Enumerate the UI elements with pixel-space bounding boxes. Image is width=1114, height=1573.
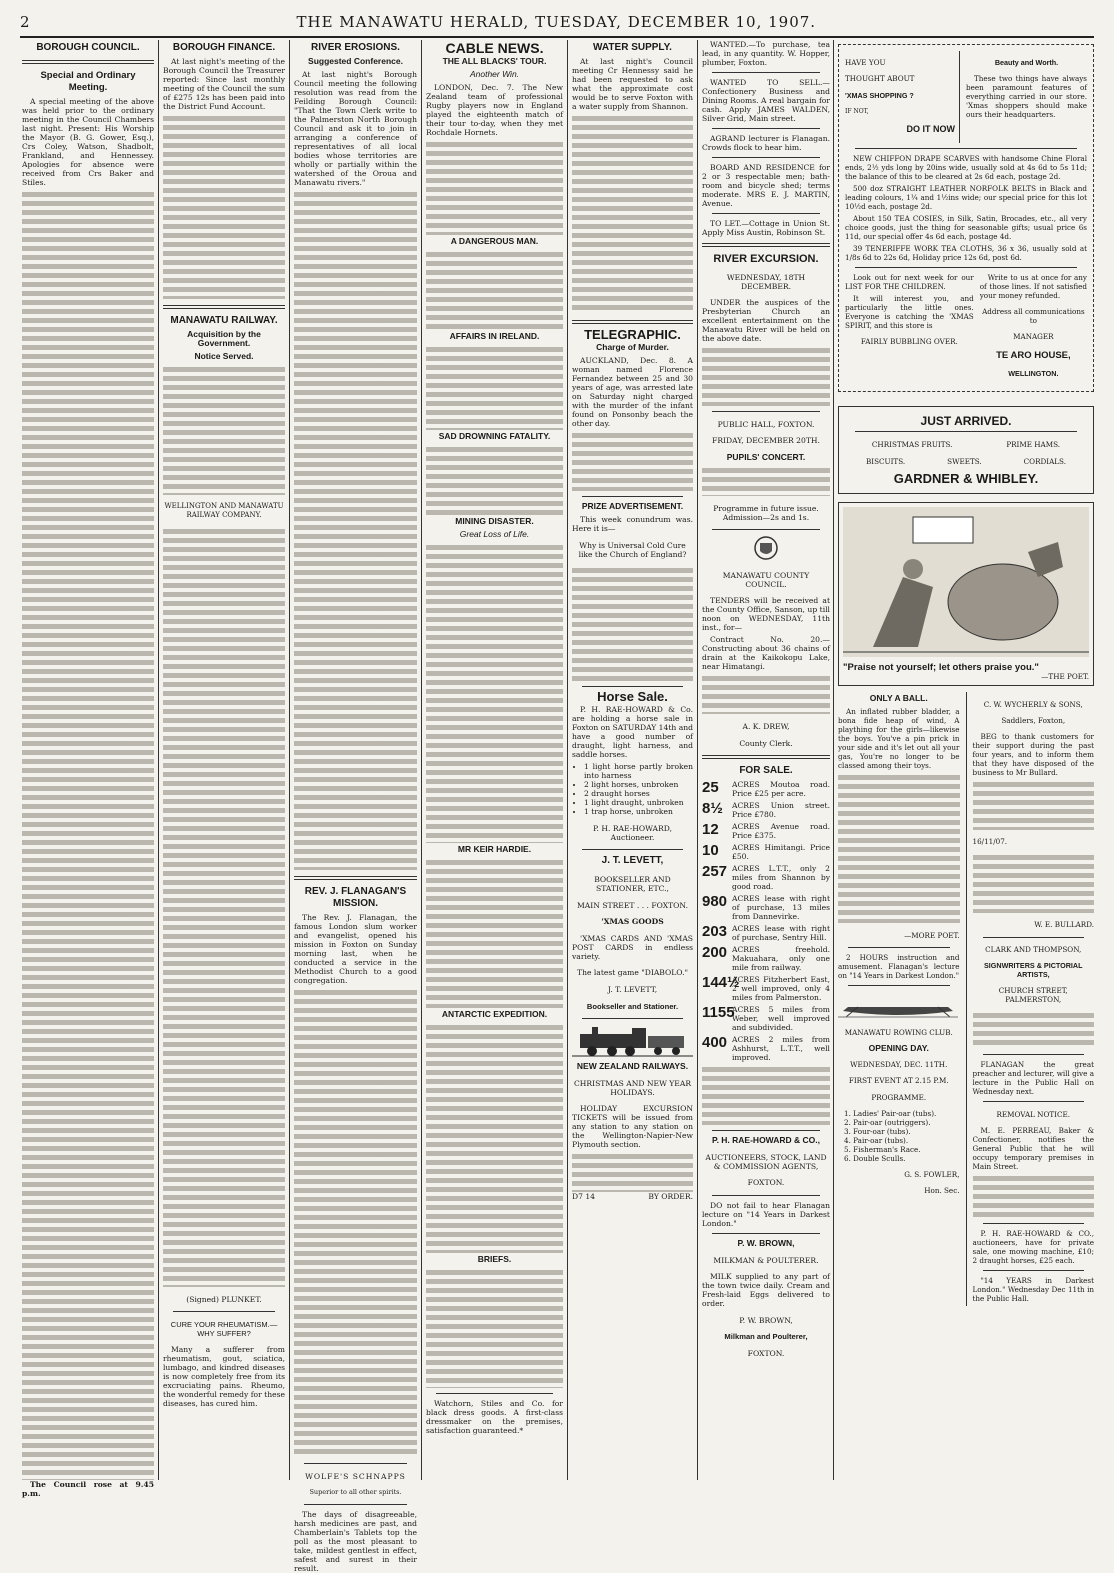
article-body-text bbox=[294, 988, 417, 1458]
column-rule bbox=[567, 40, 568, 1480]
advert-text: This week conundrum was. Here it is— bbox=[572, 515, 693, 533]
divider bbox=[855, 431, 1077, 432]
article-body-text bbox=[163, 365, 285, 495]
column-rule bbox=[158, 40, 159, 1480]
for-sale-item bbox=[702, 924, 830, 942]
divider bbox=[173, 1311, 275, 1312]
article-intro: The Rev. J. Flanagan, the famous London slum worker and evangelist, opened his mission in Foxton on Sunday morning last, when he conducted a service in the Methodist Church to a good congregation. bbox=[294, 913, 417, 985]
lower-right-grid bbox=[838, 692, 1094, 1305]
column-advertisements bbox=[702, 40, 830, 1485]
article-body-text bbox=[163, 114, 285, 299]
signature: A. K. DREW, bbox=[742, 721, 790, 731]
article-title: THE ALL BLACKS' TOUR. bbox=[442, 56, 547, 66]
advert-heading: Beauty and Worth. bbox=[994, 58, 1059, 68]
article-body-text bbox=[22, 190, 154, 1480]
page-number: 2 bbox=[20, 13, 31, 31]
article-subtitle: Acquisition by the Government. bbox=[187, 329, 261, 348]
article-body-text bbox=[572, 431, 693, 491]
column-right-advertisements bbox=[838, 40, 1094, 1485]
acreage: 1155 bbox=[702, 1004, 735, 1022]
divider bbox=[712, 1130, 820, 1131]
advert-text: It will interest you, and particularly the little ones. Everyone is catching the 'XMAS SPIRIT, and this store is bbox=[845, 293, 974, 330]
advert-text: MILK supplied to any part of the town twice daily. Cream and Fresh-laid Eggs delivered to order. bbox=[702, 1272, 830, 1309]
divider bbox=[712, 1233, 820, 1234]
article-subtitle: Suggested Conference. bbox=[308, 56, 403, 66]
signature-title: County Clerk. bbox=[739, 738, 793, 748]
product: BISCUITS. bbox=[865, 457, 906, 467]
acreage: 980 bbox=[702, 893, 728, 911]
article-title: BOROUGH COUNCIL. bbox=[36, 42, 140, 53]
advert-date: WEDNESDAY, 18TH DECEMBER. bbox=[726, 272, 806, 291]
divider bbox=[855, 148, 1077, 149]
listing-text: ACRES freehold. Makuahara, only one mile from railway. bbox=[732, 945, 830, 973]
list-item: • 2 draught horses bbox=[584, 789, 693, 798]
advert-body-text bbox=[702, 346, 830, 406]
advert-subtitle: OPENING DAY. bbox=[868, 1043, 929, 1054]
advert-line: DO IT NOW bbox=[906, 123, 955, 134]
advert-title: CLARK AND THOMPSON, bbox=[985, 944, 1082, 954]
article-title: AFFAIRS IN IRELAND. bbox=[449, 331, 540, 341]
advert-address: CHURCH STREET, PALMERSTON, bbox=[998, 986, 1068, 1005]
advert-title: P. H. RAE-HOWARD & CO., bbox=[712, 1135, 820, 1146]
signature: W. E. BULLARD. bbox=[1034, 920, 1094, 930]
divider bbox=[294, 876, 417, 880]
for-sale-item bbox=[702, 1035, 830, 1062]
list-item: 6. Double Sculls. bbox=[844, 1153, 906, 1163]
store-city: WELLINGTON. bbox=[1008, 369, 1059, 379]
advert-text: Contract No. 20.—Constructing about 36 chains of drain at the Kaikokopu Lake, near Himatangi. bbox=[702, 635, 830, 672]
advert-title: P. W. BROWN, bbox=[737, 1237, 795, 1248]
advert-body-text bbox=[973, 1174, 1095, 1218]
column-rule bbox=[421, 40, 422, 1480]
listing-text: ACRES Union street. Price £780. bbox=[732, 801, 830, 820]
advert-title: JUST ARRIVED. bbox=[920, 414, 1012, 429]
signature: Milkman and Poulterer, bbox=[724, 1332, 808, 1342]
article-intro: At last night's Borough Council meeting the following resolution was read from the Feilding Borough Council: "That the Town Clerk write to the Palmerston North Borough Council and ask it to join in arranging a conference of representatives of all local bodies whose territories are wholly or partially within the watershed of the Oroua and Manawatu rivers." bbox=[294, 70, 417, 187]
advert-subtitle: AUCTIONEERS, STOCK, LAND & COMMISSION AGENTS, bbox=[705, 1152, 827, 1171]
product: SWEETS. bbox=[947, 457, 982, 467]
locomotive-illustration bbox=[572, 1024, 693, 1058]
acreage: 8½ bbox=[702, 800, 723, 818]
article-body-text bbox=[163, 527, 285, 1287]
advert-date: FRIDAY, DECEMBER 20TH. bbox=[712, 436, 820, 446]
divider bbox=[983, 1101, 1085, 1102]
quote-text: "Praise not yourself; let others praise you." bbox=[843, 662, 1039, 674]
for-sale-item bbox=[702, 822, 830, 840]
divider bbox=[712, 128, 820, 129]
column-rule bbox=[966, 692, 967, 1305]
for-sale-item bbox=[702, 1005, 830, 1032]
advert-line: THOUGHT ABOUT bbox=[845, 74, 915, 84]
for-sale-item bbox=[702, 945, 830, 972]
quote-attribution: —THE POET. bbox=[1041, 672, 1089, 682]
for-sale-item bbox=[702, 843, 830, 861]
gardner-whibley-advert bbox=[838, 406, 1094, 494]
rowing-illustration bbox=[838, 991, 958, 1019]
advert-town: FOXTON. bbox=[747, 1348, 785, 1358]
advert-heading: PRIZE ADVERTISEMENT. bbox=[581, 501, 684, 511]
divider bbox=[848, 947, 950, 948]
list-item: 3. Four-oar (tubs). bbox=[844, 1126, 911, 1136]
column-water-supply bbox=[572, 40, 693, 1485]
advert-body-text bbox=[572, 566, 693, 681]
advert-text: TENDERS will be received at the County Office, Sanson, up till noon on WEDNESDAY, 11th inst., for— bbox=[702, 596, 830, 633]
article-title: MINING DISASTER. bbox=[455, 516, 534, 526]
article-intro: At last night's Council meeting Cr Hennessy said he had been requested to ask what the approximate cost would be to serve Foxton with a water supply from Shannon. bbox=[572, 57, 693, 111]
article-title: MANAWATU RAILWAY. bbox=[170, 315, 278, 326]
advert-tolet: TO LET.—Cottage in Union St. Apply Miss Austin, Robinson St. bbox=[702, 219, 830, 237]
acreage: 144½ bbox=[702, 974, 740, 992]
acreage: 10 bbox=[702, 842, 719, 860]
signature: (Signed) PLUNKET. bbox=[186, 1294, 262, 1304]
advert-title: PUPILS' CONCERT. bbox=[726, 451, 806, 462]
xmas-shopping-box bbox=[845, 51, 960, 143]
advert-text: The days of disagreeable, harsh medicines are past, and Chamberlain's Tablets top the poll as the most pleasant to take, mildest gentlest in effect, safest and surest in their result. bbox=[294, 1509, 417, 1573]
article-title: ANTARCTIC EXPEDITION. bbox=[441, 1009, 548, 1019]
for-sale-item bbox=[702, 780, 830, 798]
product: PRIME HAMS. bbox=[1006, 440, 1061, 450]
divider bbox=[436, 1393, 553, 1394]
divider bbox=[702, 243, 830, 247]
acreage: 12 bbox=[702, 821, 719, 839]
advert-text: 2 HOURS instruction and amusement. Flanagan's lecture on "14 Years in Darkest London." bbox=[838, 952, 960, 980]
advert-text: DO not fail to hear Flanagan lecture on "14 Years in Darkest London." bbox=[702, 1200, 830, 1228]
listing-text: ACRES lease with right of purchase, Sentry Hill. bbox=[732, 924, 830, 943]
for-sale-item bbox=[702, 864, 830, 891]
advert-subtitle: Saddlers, Foxton, bbox=[1001, 715, 1066, 725]
advert-heading: CURE YOUR RHEUMATISM.— WHY SUFFER? bbox=[170, 1319, 278, 1338]
listing-text: ACRES Himitangi. Price £50. bbox=[732, 843, 830, 862]
article-title: BOROUGH FINANCE. bbox=[172, 42, 276, 53]
advert-line: IF NOT, bbox=[845, 107, 869, 115]
article-body-text bbox=[426, 1268, 563, 1388]
divider bbox=[582, 686, 683, 687]
list-item: • 1 light horse partly broken into harness bbox=[584, 762, 693, 780]
article-intro: AUCKLAND, Dec. 8. A woman named Florence Fernandez between 25 and 30 years of age, was arrested late on Saturday night charged with the murder of the infant found on Ponsonby beach the other day. bbox=[572, 356, 693, 428]
advert-text: The latest game "DIABOLO." bbox=[577, 968, 688, 978]
article-body-text bbox=[426, 345, 563, 430]
article-closing: The Council rose at 9.45 p.m. bbox=[22, 1480, 154, 1498]
listing-text: ACRES 5 miles from Weber, well improved and subdivided. bbox=[732, 1005, 830, 1033]
divider bbox=[983, 1270, 1085, 1271]
te-aro-house-advert bbox=[838, 44, 1094, 392]
signature: P. W. BROWN, bbox=[739, 1315, 793, 1325]
column-rule bbox=[697, 40, 698, 1480]
advert-body-text bbox=[973, 853, 1095, 913]
divider bbox=[712, 529, 820, 530]
advert-heading: PROGRAMME. bbox=[871, 1092, 927, 1102]
masthead bbox=[20, 12, 1094, 38]
horse-list bbox=[584, 762, 693, 816]
advert-text: BEG to thank customers for their support during the past four years, and to inform them that they have disposed of the business to Mr Bullard. bbox=[972, 731, 1094, 777]
article-intro: LONDON, Dec. 7. The New Zealand team of professional Rugby players now in England played the eighteenth match of their tour to-day, when they met Rochdale Hornets. bbox=[426, 83, 563, 137]
column-borough-council bbox=[22, 40, 154, 1498]
advert-title: Horse Sale. bbox=[597, 689, 668, 705]
advert-body-text bbox=[702, 466, 830, 496]
divider bbox=[983, 937, 1085, 938]
article-subtitle: Notice Served. bbox=[194, 351, 254, 361]
advert-title: REMOVAL NOTICE. bbox=[996, 1109, 1071, 1119]
article-subtitle: Charge of Murder. bbox=[596, 342, 669, 352]
advert-text: M. E. PERREAU, Baker & Confectioner, notifies the General Public that he will occupy temporary premises in Main Street. bbox=[972, 1125, 1094, 1171]
divider bbox=[582, 496, 683, 497]
address-box bbox=[980, 273, 1087, 386]
divider bbox=[304, 1463, 407, 1464]
children-list-box bbox=[845, 273, 974, 386]
advert-text: Many a sufferer from rheumatism, gout, sciatica, lumbago, and kindred diseases is now completely free from its excruciating pains. Rheumo, the wonderful remedy for these diseases, has cured him. bbox=[163, 1345, 285, 1409]
advert-signature: GARDNER & WHIBLEY. bbox=[893, 471, 1039, 487]
column-river-erosions bbox=[294, 40, 417, 1573]
lower-right-column bbox=[973, 692, 1095, 1305]
divider bbox=[304, 1504, 407, 1505]
divider bbox=[712, 213, 820, 214]
store-name: TE ARO HOUSE, bbox=[996, 349, 1071, 361]
listing-text: ACRES 2 miles from Ashhurst, L.T.T., well improved. bbox=[732, 1035, 830, 1063]
beauty-worth-box bbox=[966, 51, 1087, 143]
signature-title: Hon. Sec. bbox=[924, 1186, 960, 1196]
ball-illustration bbox=[843, 507, 1089, 657]
advert-subtitle: MILKMAN & POULTERER. bbox=[713, 1255, 819, 1265]
advert-body-text bbox=[702, 674, 830, 714]
listing-text: ACRES L.T.T., only 2 miles from Shannon by good road. bbox=[732, 864, 830, 892]
for-sale-item bbox=[702, 975, 830, 1002]
advert-heading: 'XMAS GOODS bbox=[601, 917, 664, 927]
advert-text: Why is Universal Cold Cure like the Church of England? bbox=[578, 540, 687, 559]
signature: BY ORDER. bbox=[648, 1192, 693, 1202]
list-item: 4. Pair-oar (tubs). bbox=[844, 1135, 909, 1145]
paper-title: THE MANAWATU HERALD, TUESDAY, DECEMBER 10, 1907. bbox=[296, 13, 817, 31]
advert-text: Watchorn, Stiles and Co. for black dress goods. A first-class dressmaker on the premises, satisfaction guaranteed.* bbox=[426, 1399, 563, 1435]
advert-subheading: Superior to all other spirits. bbox=[309, 1488, 402, 1497]
advert-text: FAIRLY BUBBLING OVER. bbox=[860, 336, 958, 346]
divider bbox=[712, 157, 820, 158]
advert-subtitle: BOOKSELLER AND STATIONER, ETC., bbox=[594, 874, 671, 893]
acreage: 200 bbox=[702, 944, 728, 962]
poem-body-text bbox=[838, 773, 960, 923]
advert-text: Look out for next week for our LIST FOR THE CHILDREN. bbox=[845, 272, 974, 291]
divider bbox=[163, 305, 285, 309]
divider bbox=[983, 1054, 1085, 1055]
advert-title: MANAWATU ROWING CLUB. bbox=[844, 1027, 953, 1037]
divider bbox=[712, 1195, 820, 1196]
for-sale-item bbox=[702, 894, 830, 921]
divider bbox=[582, 1018, 683, 1019]
advert-time: FIRST EVENT AT 2.15 P.M. bbox=[848, 1076, 949, 1086]
acreage: 400 bbox=[702, 1034, 728, 1052]
for-sale-list bbox=[702, 780, 830, 1062]
lower-left-column bbox=[838, 692, 960, 1305]
divider bbox=[712, 72, 820, 73]
programme-list bbox=[844, 1109, 960, 1163]
list-item: 2. Pair-oar (outriggers). bbox=[844, 1117, 931, 1127]
advert-board: BOARD AND RESIDENCE for 2 or 3 respectable men; bath-room and bicycle shed; terms moderate. MRS E. J. MARTIN, Avenue. bbox=[702, 163, 830, 208]
advert-title: RIVER EXCURSION. bbox=[713, 253, 819, 265]
article-body-text bbox=[426, 543, 563, 843]
advert-note: Programme in future issue. Admission—2s and 1s. bbox=[713, 503, 819, 522]
article-title: BRIEFS. bbox=[477, 1254, 512, 1264]
poet-advert bbox=[838, 502, 1094, 686]
article-body-text bbox=[572, 114, 693, 314]
advert-text: MANAGER bbox=[1013, 332, 1054, 342]
article-title: TELEGRAPHIC. bbox=[584, 327, 681, 342]
article-title: REV. J. FLANAGAN'S MISSION. bbox=[304, 886, 407, 909]
advert-text: These two things have always been paramount features of everything carried in our store. 'Xmas shoppers should make ours their headquarters. bbox=[966, 74, 1087, 120]
article-intro: At last night's meeting of the Borough Council the Treasurer reported: Since last monthly meeting of the Council the sum of £275 12s has been paid into the District Fund Account. bbox=[163, 57, 285, 111]
column-rule bbox=[833, 40, 834, 1480]
advert-venue: PUBLIC HALL, FOXTON. bbox=[717, 419, 815, 429]
advert-wanted: WANTED.—To purchase, tea lead, in any quantity. W. Hopper, plumber, Foxton. bbox=[702, 40, 830, 67]
listing-text: ACRES Fitzherbert East, 2 well improved, only 4 miles from Palmerston. bbox=[732, 975, 830, 1003]
article-subtitle: Great Loss of Life. bbox=[459, 529, 530, 539]
divider bbox=[582, 849, 683, 850]
advert-town: FOXTON. bbox=[747, 1178, 785, 1188]
signature: P. H. RAE-HOWARD, Auctioneer. bbox=[592, 823, 672, 842]
advert-text: "14 YEARS in Darkest London." Wednesday Dec 11th in the Public Hall. bbox=[972, 1275, 1094, 1303]
advert-title: C. W. WYCHERLY & SONS, bbox=[983, 699, 1083, 709]
article-subtitle: Special and Ordinary Meeting. bbox=[40, 70, 136, 93]
advert-title: J. T. LEVETT, bbox=[601, 855, 664, 867]
advert-item: About 150 TEA COSIES, in Silk, Satin, Brocades, etc., all very choice goods, just the thing for seasonable gifts; usual price 6s 11d, our special offer 4s 6d each, postage 4d. bbox=[845, 213, 1087, 241]
article-title: A DANGEROUS MAN. bbox=[450, 236, 539, 246]
poem-text: An inflated rubber bladder, a bona fide heap of wind, A plaything for the girls—likewise the boys. You've a pin prick in your side and it's let out all your gas, You're no longer to be classed among their toys. bbox=[838, 707, 960, 771]
advert-text: FLANAGAN the great preacher and lecturer, will give a lecture in the Public Hall on Wednesday next. bbox=[972, 1060, 1094, 1097]
listing-text: ACRES Avenue road. Price £375. bbox=[732, 822, 830, 841]
product-row bbox=[845, 440, 1087, 449]
list-item: • 2 light horses, unbroken bbox=[584, 780, 693, 789]
divider bbox=[712, 411, 820, 412]
article-intro: A special meeting of the above was held prior to the ordinary meeting in the Council Chambers last night. Present: His Worship the Mayor (B. G. Gower, Esq.), Crs Coley, Watson, Shadbolt, Frankland, and Hennessey. Apologies for absence were received from Crs Baker and Stiles. bbox=[22, 97, 154, 187]
divider bbox=[855, 267, 1077, 268]
section-title: CABLE NEWS. bbox=[445, 40, 544, 56]
column-borough-finance bbox=[163, 40, 285, 1485]
acreage: 25 bbox=[702, 779, 719, 797]
advert-title: MANAWATU COUNTY COUNCIL. bbox=[722, 570, 810, 589]
poem-signature: —MORE POET. bbox=[904, 930, 960, 940]
divider bbox=[22, 60, 154, 64]
advert-subtitle: SIGNWRITERS & PICTORIAL ARTISTS, bbox=[984, 961, 1083, 979]
advert-text: Address all communications to bbox=[982, 306, 1085, 325]
advert-body-text bbox=[572, 1152, 693, 1192]
listing-text: ACRES Moutoa road. Price £25 per acre. bbox=[732, 780, 830, 799]
advert-body-text bbox=[973, 1011, 1095, 1049]
product-row bbox=[845, 457, 1087, 466]
for-sale-item bbox=[702, 801, 830, 819]
column-rule bbox=[289, 40, 290, 1480]
divider bbox=[848, 985, 950, 986]
advert-text: P. H. RAE-HOWARD & Co. are holding a horse sale in Foxton on SATURDAY 14th and have a good number of draught, light harness, and saddle horses. bbox=[572, 705, 693, 760]
article-body-text bbox=[426, 250, 563, 330]
listing-text: ACRES lease with right of purchase, 13 miles from Dannevirke. bbox=[732, 894, 830, 922]
article-body-text bbox=[426, 140, 563, 235]
article-body-text bbox=[426, 858, 563, 1008]
article-title: SAD DROWNING FATALITY. bbox=[438, 431, 551, 441]
column-cable-news bbox=[426, 40, 563, 1485]
advert-heading: WOLFE'S SCHNAPPS bbox=[305, 1471, 406, 1481]
product: CHRISTMAS FRUITS. bbox=[871, 440, 953, 450]
advert-date: WEDNESDAY, DEC. 11TH. bbox=[850, 1060, 948, 1070]
article-body-text bbox=[426, 445, 563, 515]
advert-text: UNDER the auspices of the Presbyterian Church an excellent entertainment on the Manawatu River will be held on the above date. bbox=[702, 298, 830, 344]
article-title: RIVER EROSIONS. bbox=[311, 42, 400, 53]
poem-title: ONLY A BALL. bbox=[869, 693, 928, 704]
advert-lecture: AGRAND lecturer is Flanagan. Crowds flock to hear him. bbox=[702, 134, 830, 152]
divider bbox=[983, 1223, 1085, 1224]
advert-wanted: WANTED TO SELL.—Confectionery Business and Dining Rooms. A real bargain for cash. Apply JAMES WALDEN, Silver Grid, Main street. bbox=[702, 78, 830, 123]
advert-line: HAVE YOU bbox=[845, 58, 886, 68]
list-item: 5. Fisherman's Race. bbox=[844, 1144, 921, 1154]
company-name: WELLINGTON AND MANAWATU RAILWAY COMPANY. bbox=[164, 502, 284, 519]
signature: Bookseller and Stationer. bbox=[586, 1001, 679, 1011]
advert-text: Write to us at once for any of those lines. If not satisfied your money refunded. bbox=[979, 272, 1087, 300]
list-item: 1. Ladies' Pair-oar (tubs). bbox=[844, 1108, 937, 1118]
signature: G. S. FOWLER, bbox=[904, 1170, 960, 1179]
article-body-text bbox=[294, 190, 417, 870]
advert-title: FOR SALE. bbox=[739, 765, 793, 777]
acreage: 203 bbox=[702, 923, 728, 941]
advert-item: 500 doz STRAIGHT LEATHER NORFOLK BELTS in Black and leading colours, 1¼ and 1½ins wide; our special price for this lot 10½d each, postage 2d. bbox=[845, 183, 1087, 211]
article-subtitle: Another Win. bbox=[469, 69, 520, 79]
advert-item: NEW CHIFFON DRAPE SCARVES with handsome Chine Floral ends, 2½ yds long by 20ins wide, usually sold at 4s 6d to 5s 11d; the balance of this to be cleared at 2s 6d each, postage 2d. bbox=[845, 153, 1087, 181]
advert-item: 39 TENERIFFE WORK TEA CLOTHS, 36 x 36, usually sold at 1/8s 6d to 22s 6d, Holiday price 12s 6d, post 6d. bbox=[845, 243, 1087, 262]
advert-date: 16/11/07. bbox=[972, 837, 1008, 847]
article-title: MR KEIR HARDIE. bbox=[457, 844, 532, 854]
list-item: • 1 light draught, unbroken bbox=[584, 798, 693, 807]
advert-code: D7 14 bbox=[572, 1192, 595, 1202]
list-item: • 1 trap horse, unbroken bbox=[584, 807, 693, 816]
advert-footer bbox=[572, 1192, 693, 1201]
advert-text: 'XMAS CARDS AND 'XMAS POST CARDS in endless variety. bbox=[572, 933, 693, 961]
advert-line: 'XMAS SHOPPING ? bbox=[845, 90, 914, 100]
divider bbox=[572, 320, 693, 324]
acreage: 257 bbox=[702, 863, 728, 881]
article-title: WATER SUPPLY. bbox=[593, 42, 672, 53]
advert-subtitle: CHRISTMAS AND NEW YEAR HOLIDAYS. bbox=[573, 1078, 692, 1097]
advert-body-text bbox=[702, 1065, 830, 1125]
signature: J. T. LEVETT, bbox=[607, 984, 658, 994]
coat-of-arms-emblem bbox=[702, 535, 830, 561]
advert-address: MAIN STREET . . . FOXTON. bbox=[577, 900, 688, 910]
divider bbox=[702, 755, 830, 759]
advert-text: HOLIDAY EXCURSION TICKETS will be issued from any station to any station on the Wellington-Napier-New Plymouth section. bbox=[572, 1104, 693, 1150]
article-body-text bbox=[426, 1023, 563, 1253]
advert-title: NEW ZEALAND RAILWAYS. bbox=[576, 1061, 689, 1072]
advert-text: P. H. RAE-HOWARD & CO., auctioneers, have for private sale, one mowing machine, £10; 2 draught horses, £25 each. bbox=[972, 1228, 1094, 1265]
advert-body-text bbox=[973, 780, 1095, 830]
product: CORDIALS. bbox=[1023, 457, 1066, 467]
